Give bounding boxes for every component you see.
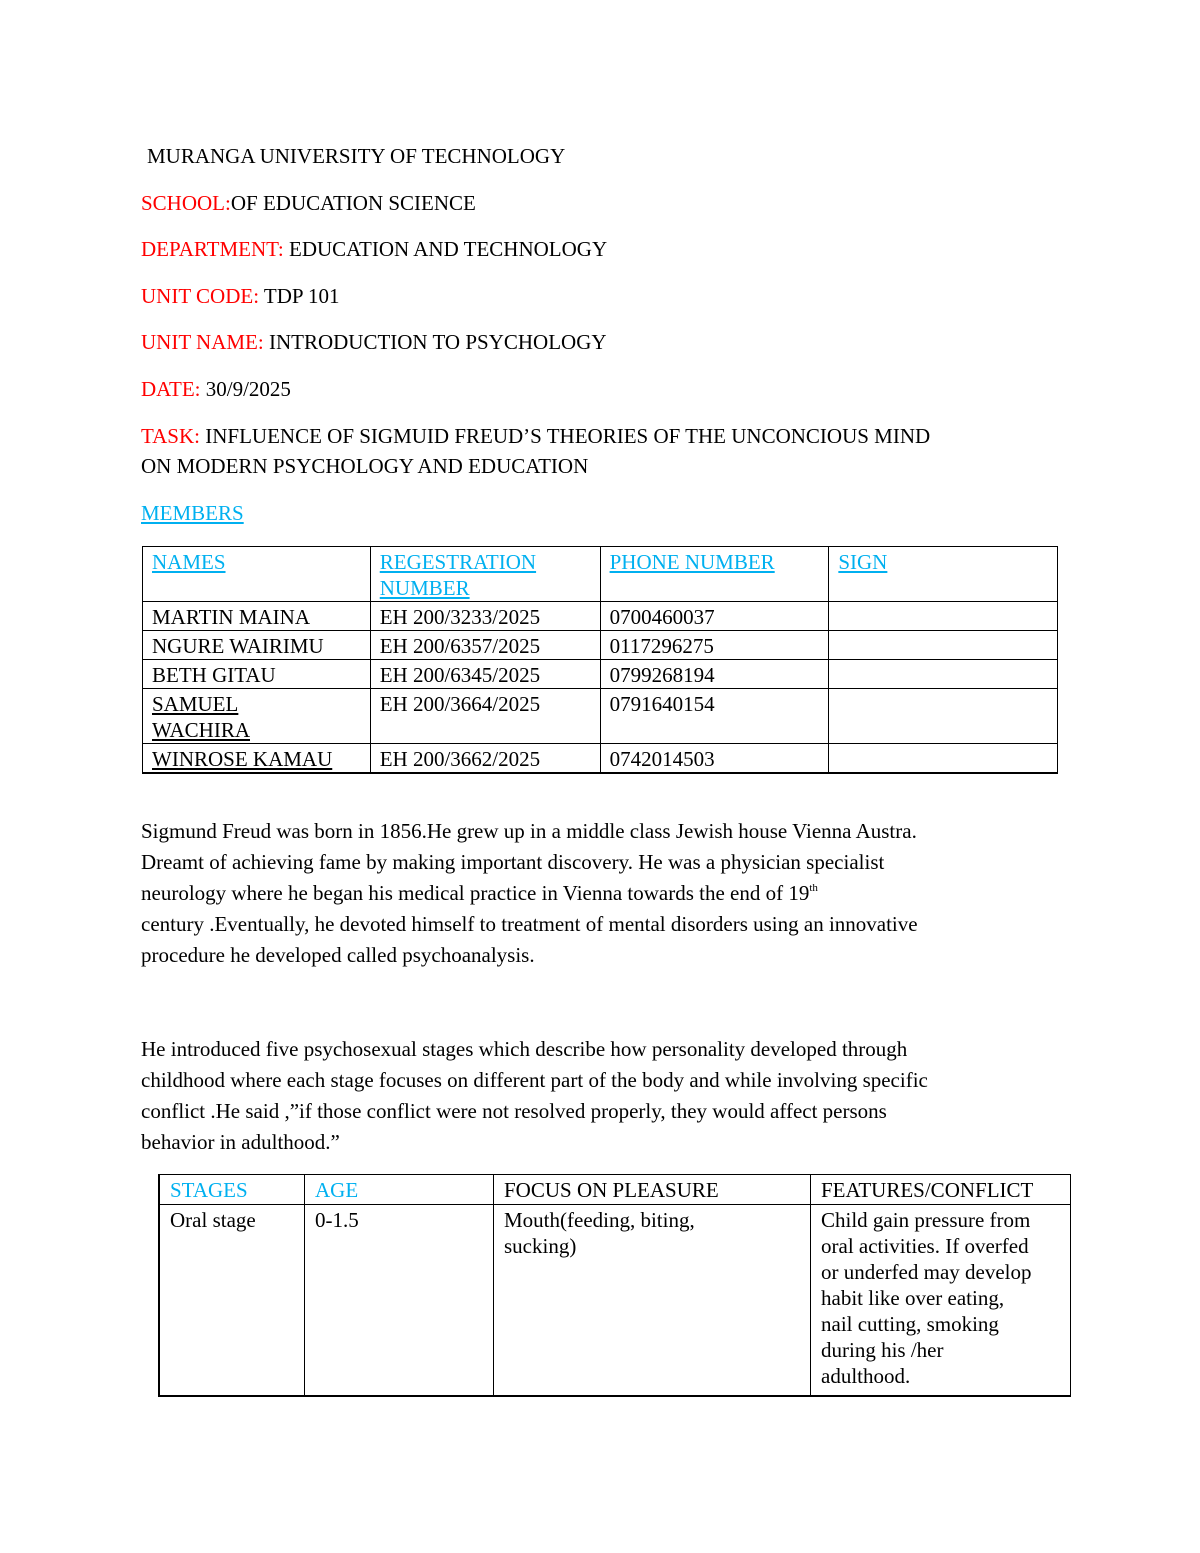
university-title [147, 141, 565, 171]
paragraph-line: He introduced five psychosexual stages which describe how personality developed through [141, 1037, 908, 1061]
unit-code-label: UNIT CODE: [141, 284, 260, 308]
paragraph-freud-biography [141, 816, 1041, 971]
member-sign [829, 744, 1058, 774]
unit-code-value: TDP 101 [259, 284, 340, 308]
member-reg: EH 200/6357/2025 [370, 631, 600, 660]
stage-features-line: nail cutting, smoking [821, 1312, 999, 1336]
department-line [141, 234, 607, 264]
header-stages: STAGES [159, 1175, 305, 1205]
member-name-line2: WACHIRA [152, 718, 250, 742]
department-label: DEPARTMENT: [141, 237, 284, 261]
header-reg-line2: NUMBER [379, 576, 470, 600]
member-name: BETH GITAU [143, 660, 371, 689]
header-focus-on-pleasure: FOCUS ON PLEASURE [494, 1175, 811, 1205]
paragraph-psychosexual-stages [141, 1034, 1041, 1158]
stage-name: Oral stage [159, 1205, 305, 1397]
member-phone: 0117296275 [600, 631, 829, 660]
header-names: NAMES [143, 547, 371, 602]
stage-features-line: adulthood. [821, 1364, 911, 1388]
member-phone: 0700460037 [600, 602, 829, 631]
paragraph-line [141, 878, 1041, 909]
member-reg: EH 200/3664/2025 [370, 689, 600, 744]
member-sign [829, 631, 1058, 660]
stage-features-line: during his /her [821, 1338, 944, 1362]
unit-name-value: INTRODUCTION TO PSYCHOLOGY [263, 330, 607, 354]
paragraph-line: behavior in adulthood.” [141, 1130, 340, 1154]
member-reg: EH 200/3662/2025 [370, 744, 600, 774]
members-heading-text: MEMBERS [141, 501, 244, 525]
stage-features-line: habit like over eating, [821, 1286, 1005, 1310]
school-label: SCHOOL: [141, 191, 231, 215]
member-name-line1: SAMUEL [152, 692, 239, 716]
paragraph-line: procedure he developed called psychoanalysis. [141, 943, 535, 967]
table-row [143, 689, 1058, 744]
stage-age: 0-1.5 [305, 1205, 494, 1397]
header-reg-line1: REGESTRATION [379, 550, 537, 574]
stage-features-line: Child gain pressure from [821, 1208, 1031, 1232]
task-label: TASK: [141, 424, 200, 448]
paragraph-line: Dreamt of achieving fame by making important discovery. He was a physician specialist [141, 850, 885, 874]
member-name [143, 689, 371, 744]
department-value: EDUCATION AND TECHNOLOGY [283, 237, 608, 261]
member-phone: 0791640154 [600, 689, 829, 744]
members-table [142, 546, 1058, 774]
school-value: OF EDUCATION SCIENCE [230, 191, 476, 215]
task-value-line1: INFLUENCE OF SIGMUID FREUD’S THEORIES OF THE UNCONCIOUS MIND [200, 424, 931, 448]
stages-table [158, 1174, 1071, 1397]
member-reg: EH 200/6345/2025 [370, 660, 600, 689]
stages-table-header-row [159, 1175, 1071, 1205]
member-name: NGURE WAIRIMU [143, 631, 371, 660]
table-row [143, 631, 1058, 660]
table-row [143, 744, 1058, 774]
header-features-conflict: FEATURES/CONFLICT [811, 1175, 1071, 1205]
table-row [159, 1205, 1071, 1397]
stage-focus [494, 1205, 811, 1397]
member-phone: 0742014503 [600, 744, 829, 774]
header-phone-number: PHONE NUMBER [600, 547, 829, 602]
paragraph-line: childhood where each stage focuses on different part of the body and while involving specific [141, 1068, 928, 1092]
stage-features-line: oral activities. If overfed [821, 1234, 1029, 1258]
member-phone: 0799268194 [600, 660, 829, 689]
header-age: AGE [305, 1175, 494, 1205]
stage-features [811, 1205, 1071, 1397]
university-name: MURANGA UNIVERSITY OF TECHNOLOGY [147, 144, 566, 168]
table-row [143, 602, 1058, 631]
members-heading [141, 498, 244, 528]
task-line-2 [141, 451, 588, 481]
members-table-header-row [143, 547, 1058, 602]
header-sign: SIGN [829, 547, 1058, 602]
task-value-line2: ON MODERN PSYCHOLOGY AND EDUCATION [141, 454, 589, 478]
paragraph-line: conflict .He said ,”if those conflict were not resolved properly, they would affect persons [141, 1099, 887, 1123]
member-sign [829, 689, 1058, 744]
superscript-th: th [809, 882, 818, 894]
header-registration-number [370, 547, 600, 602]
stage-features-line: or underfed may develop [821, 1260, 1032, 1284]
table-row [143, 660, 1058, 689]
member-name: MARTIN MAINA [143, 602, 371, 631]
date-label: DATE: [141, 377, 201, 401]
unit-code-line [141, 281, 340, 311]
paragraph-line-text: neurology where he began his medical practice in Vienna towards the end of 19 [141, 881, 810, 905]
paragraph-line: century .Eventually, he devoted himself to treatment of mental disorders using an innovative [141, 912, 918, 936]
member-sign [829, 602, 1058, 631]
member-name: WINROSE KAMAU [143, 744, 371, 774]
unit-name-line [141, 327, 607, 357]
stage-focus-line2: sucking) [504, 1234, 577, 1258]
paragraph-line: Sigmund Freud was born in 1856.He grew up in a middle class Jewish house Vienna Austra. [141, 819, 917, 843]
member-sign [829, 660, 1058, 689]
stage-focus-line1: Mouth(feeding, biting, [504, 1208, 695, 1232]
school-line [141, 188, 476, 218]
unit-name-label: UNIT NAME: [141, 330, 264, 354]
task-line [141, 421, 930, 451]
date-value: 30/9/2025 [200, 377, 291, 401]
date-line [141, 374, 291, 404]
member-reg: EH 200/3233/2025 [370, 602, 600, 631]
